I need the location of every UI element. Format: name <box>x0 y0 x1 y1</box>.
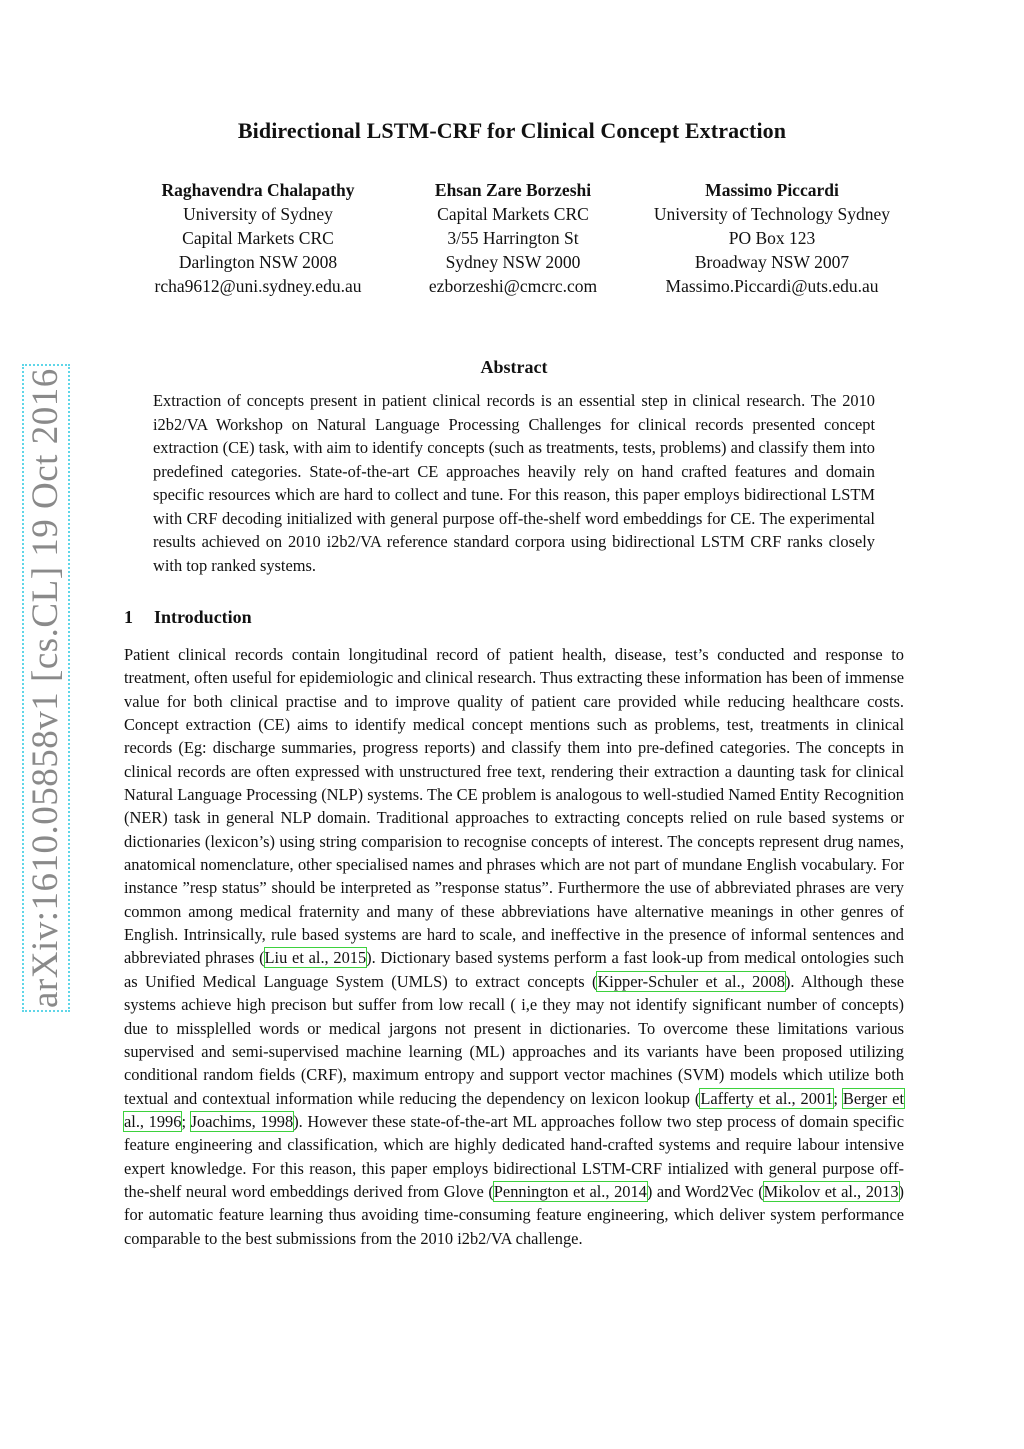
introduction-paragraph <box>124 643 904 1250</box>
author-block <box>628 178 916 298</box>
citation-link[interactable]: Lafferty et al., 2001 <box>700 1088 834 1108</box>
author-name: Massimo Piccardi <box>705 180 839 200</box>
author-affiliation: Capital Markets CRC <box>437 204 589 224</box>
citation-separator: ; <box>181 1111 191 1131</box>
author-block <box>398 178 628 298</box>
citation-link[interactable]: Kipper-Schuler et al., 2008 <box>597 971 785 991</box>
intro-text: Patient clinical records contain longitudinal record of patient health, disease, test’s conducted and response to treatment, often useful for epidemiologic and clinical research. Thus extracting these information has been of immense value for both clinical practise and to improve quality of patient care provided while reducing healthcare costs. Concept extraction (CE) aims to identify medical concept mentions such as problems, test, treatments in clinical records (Eg: discharge summaries, progress reports) and classify them into pre-defined categories. The concepts in clinical records are often expressed with unstructured free text, rendering their extraction a daunting task for clinical Natural Language Processing (NLP) systems. The CE problem is analogous to well-studied Named Entity Recognition (NER) task in general NLP domain. Traditional approaches to extracting concepts relied on rule based systems or dictionaries (lexicon’s) using string comparision to recognise concepts of interest. The concepts represent drug names, anatomical nomenclature, other specialised names and phrases which are not part of mundane English vocabulary. For instance ”resp status” should be interpreted as ”response status”. Furthermore the use of abbreviated phrases are very common among medical fraternity and many of these abbreviations have alternative meanings in other genres of English. Intrinsically, rule based systems are hard to scale, and ineffective in the presence of informal sentences and abbreviated phrases ( <box>124 645 904 968</box>
citation-link[interactable]: Pennington et al., 2014 <box>493 1181 647 1201</box>
author-block <box>118 178 398 298</box>
intro-text: ). However these state-of-the-art ML approaches follow two step process of domain specific feature engineering and classification, which are highly dedicated hand-crafted systems and require labour intensive expert knowledge. For this reason, this paper employs bidirectional LSTM-CRF intialized with general purpose off-the-shelf neural word embeddings derived from Glove ( <box>124 1111 904 1201</box>
citation-link[interactable]: Mikolov et al., 2013 <box>763 1181 899 1201</box>
arxiv-identifier-stamp[interactable]: arXiv:1610.05858v1 [cs.CL] 19 Oct 2016 <box>25 368 66 1008</box>
author-po-box: PO Box 123 <box>728 228 816 248</box>
intro-text: ). Although these systems achieve high precison but suffer from low recall ( i,e they may not identify significant number of concepts) due to missplelled words or medical jargons not present in dictionaries. To overcome these limitations various supervised and semi-supervised machine learning (ML) approaches and its variants have been proposed utilizing conditional random fields (CRF), maximum entropy and support vector machines (SVM) models which utilize both textual and contextual information while reducing the dependency on lexicon lookup ( <box>124 971 905 1108</box>
author-email[interactable]: rcha9612@uni.sydney.edu.au <box>154 276 362 296</box>
citation-link[interactable]: Berger et al., 1996 <box>124 1088 904 1131</box>
author-affiliation: Capital Markets CRC <box>182 228 334 248</box>
intro-text: ) for automatic feature learning thus avoiding time-consuming feature engineering, which deliver system performance comparable to the best submissions from the 2010 i2b2/VA challenge. <box>124 1181 904 1248</box>
author-address: Broadway NSW 2007 <box>694 252 850 272</box>
author-address-street: 3/55 Harrington St <box>447 228 579 248</box>
author-name: Raghavendra Chalapathy <box>161 180 355 200</box>
citation-link[interactable]: Liu et al., 2015 <box>264 948 367 968</box>
author-email[interactable]: Massimo.Piccardi@uts.edu.au <box>665 276 879 296</box>
author-email[interactable]: ezborzeshi@cmcrc.com <box>428 276 598 296</box>
abstract-heading: Abstract <box>480 357 548 377</box>
abstract-text: Extraction of concepts present in patient clinical records is an essential step in clinical research. The 2010 i2b2/VA Workshop on Natural Language Processing Challenges for clinical records presented concept extraction (CE) task, with aim to identify concepts (such as treatments, tests, problems) and classify them into predefined categories. State-of-the-art CE approaches heavily rely on hand crafted features and domain specific resources which are hard to collect and tune. For this reason, this paper employs bidirectional LSTM with CRF decoding initialized with general purpose off-the-shelf word embeddings for CE. The experimental results achieved on 2010 i2b2/VA reference standard corpora using bidirectional LSTM CRF ranks closely with top ranked systems. <box>153 391 875 575</box>
intro-text: ). Dictionary based systems perform a fast look-up from medical ontologies such as Unified Medical Language System (UMLS) to extract concepts ( <box>124 948 904 991</box>
author-address: Darlington NSW 2008 <box>178 252 338 272</box>
paper-title: Bidirectional LSTM-CRF for Clinical Concept Extraction <box>237 118 787 143</box>
citation-separator: ; <box>833 1088 843 1108</box>
section-heading-introduction <box>124 607 252 628</box>
intro-text: ) and Word2Vec ( <box>646 1181 764 1201</box>
author-affiliation: University of Sydney <box>183 204 333 224</box>
author-name: Ehsan Zare Borzeshi <box>434 180 592 200</box>
citation-link[interactable]: Joachims, 1998 <box>190 1111 294 1131</box>
section-number: 1 <box>124 607 133 627</box>
section-title: Introduction <box>154 607 252 627</box>
author-address: Sydney NSW 2000 <box>445 252 581 272</box>
author-affiliation: University of Technology Sydney <box>653 204 891 224</box>
